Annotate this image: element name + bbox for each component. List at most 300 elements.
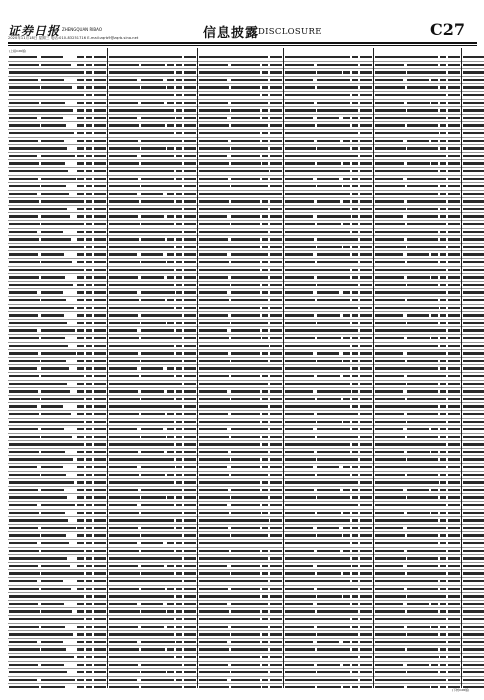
table-cell-text bbox=[94, 572, 106, 574]
table-cell-text bbox=[360, 405, 372, 407]
table-cell-text bbox=[141, 253, 163, 255]
table-cell-text bbox=[343, 231, 350, 233]
table-row bbox=[8, 563, 107, 571]
table-cell-text bbox=[448, 527, 460, 529]
table-cell-text bbox=[375, 322, 406, 324]
table-row bbox=[198, 662, 283, 670]
table-cell-text bbox=[109, 496, 140, 498]
table-cell-text bbox=[262, 238, 268, 240]
table-cell-text bbox=[176, 337, 182, 339]
table-cell-text bbox=[199, 489, 228, 491]
table-cell-text bbox=[440, 314, 446, 316]
table-cell-text bbox=[375, 185, 405, 187]
table-row bbox=[374, 69, 461, 77]
table-cell-text bbox=[262, 352, 268, 354]
table-cell-text bbox=[41, 215, 70, 217]
table-cell-text bbox=[253, 223, 260, 225]
table-cell-text bbox=[109, 527, 138, 529]
table-cell-text bbox=[360, 580, 372, 582]
table-cell-text bbox=[94, 314, 106, 316]
table-row bbox=[462, 289, 484, 297]
table-row bbox=[108, 563, 197, 571]
table-cell-text bbox=[463, 56, 484, 58]
table-cell-text bbox=[176, 124, 182, 126]
table-cell-text bbox=[9, 71, 41, 73]
table-cell-text bbox=[431, 595, 438, 597]
table-cell-text bbox=[86, 345, 92, 347]
table-cell-text bbox=[9, 261, 40, 263]
table-cell-text bbox=[343, 504, 350, 506]
table-cell-text bbox=[41, 527, 76, 529]
table-cell-text bbox=[167, 664, 174, 666]
table-cell-text bbox=[448, 595, 460, 597]
table-cell-text bbox=[352, 200, 358, 202]
table-row bbox=[108, 107, 197, 115]
table-cell-text bbox=[285, 413, 314, 415]
table-cell-text bbox=[41, 542, 69, 544]
table-cell-text bbox=[431, 94, 438, 96]
table-cell-text bbox=[407, 534, 431, 536]
table-cell-text bbox=[285, 390, 313, 392]
table-cell-text bbox=[285, 124, 315, 126]
table-cell-text bbox=[253, 94, 260, 96]
table-row bbox=[8, 176, 107, 184]
table-cell-text bbox=[253, 178, 260, 180]
table-cell-text bbox=[285, 215, 313, 217]
table-cell-text bbox=[199, 413, 228, 415]
table-cell-text bbox=[352, 398, 358, 400]
table-cell-text bbox=[285, 284, 316, 286]
table-cell-text bbox=[9, 610, 40, 612]
table-cell-text bbox=[86, 140, 92, 142]
table-cell-text bbox=[262, 565, 268, 567]
table-cell-text bbox=[167, 284, 174, 286]
table-row bbox=[374, 479, 461, 487]
table-cell-text bbox=[352, 436, 358, 438]
table-cell-text bbox=[77, 246, 84, 248]
table-cell-text bbox=[352, 307, 358, 309]
table-row bbox=[8, 662, 107, 670]
table-cell-text bbox=[360, 79, 372, 81]
table-row bbox=[284, 479, 373, 487]
table-cell-text bbox=[199, 178, 228, 180]
table-cell-text bbox=[199, 656, 231, 658]
table-row bbox=[198, 320, 283, 328]
table-cell-text bbox=[375, 170, 407, 172]
table-cell-text bbox=[109, 94, 142, 96]
table-cell-text bbox=[375, 626, 404, 628]
table-cell-text bbox=[352, 352, 358, 354]
table-cell-text bbox=[167, 253, 174, 255]
table-cell-text bbox=[262, 542, 268, 544]
table-cell-text bbox=[9, 147, 41, 149]
table-cell-text bbox=[9, 588, 39, 590]
table-cell-text bbox=[407, 299, 431, 301]
table-cell-text bbox=[167, 140, 174, 142]
table-cell-text bbox=[184, 314, 196, 316]
table-cell-text bbox=[343, 436, 350, 438]
table-cell-text bbox=[77, 215, 84, 217]
table-cell-text bbox=[431, 367, 438, 369]
table-cell-text bbox=[167, 360, 174, 362]
table-cell-text bbox=[184, 458, 196, 460]
table-cell-text bbox=[41, 345, 68, 347]
table-cell-text bbox=[9, 542, 37, 544]
table-cell-text bbox=[77, 527, 84, 529]
table-cell-text bbox=[109, 451, 138, 453]
table-cell-text bbox=[109, 261, 140, 263]
table-cell-text bbox=[77, 572, 84, 574]
table-row bbox=[108, 631, 197, 639]
table-cell-text bbox=[184, 504, 196, 506]
table-row bbox=[198, 84, 283, 92]
table-cell-text bbox=[41, 474, 66, 476]
table-cell-text bbox=[440, 436, 446, 438]
table-cell-text bbox=[41, 588, 71, 590]
table-cell-text bbox=[94, 633, 106, 635]
table-cell-text bbox=[360, 496, 372, 498]
table-cell-text bbox=[94, 140, 106, 142]
table-cell-text bbox=[167, 428, 174, 430]
continuation-note: (下转C28版) bbox=[452, 688, 470, 692]
table-cell-text bbox=[448, 489, 460, 491]
table-cell-text bbox=[86, 458, 92, 460]
table-cell-text bbox=[463, 284, 484, 286]
table-cell-text bbox=[270, 679, 282, 681]
table-row bbox=[8, 419, 107, 427]
table-cell-text bbox=[407, 79, 429, 81]
table-cell-text bbox=[343, 618, 350, 620]
table-cell-text bbox=[109, 610, 140, 612]
table-cell-text bbox=[448, 64, 460, 66]
table-cell-text bbox=[176, 322, 182, 324]
table-row bbox=[198, 160, 283, 168]
table-cell-text bbox=[253, 534, 260, 536]
table-cell-text bbox=[448, 79, 460, 81]
table-cell-text bbox=[440, 383, 446, 385]
table-cell-text bbox=[41, 284, 73, 286]
table-cell-text bbox=[463, 550, 484, 552]
table-cell-text bbox=[167, 489, 174, 491]
table-cell-text bbox=[270, 291, 282, 293]
table-cell-text bbox=[360, 572, 372, 574]
table-cell-text bbox=[77, 208, 84, 210]
table-cell-text bbox=[431, 656, 438, 658]
table-cell-text bbox=[9, 458, 41, 460]
table-cell-text bbox=[448, 641, 460, 643]
table-cell-text bbox=[463, 443, 484, 445]
table-row bbox=[374, 168, 461, 176]
table-cell-text bbox=[262, 337, 268, 339]
table-cell-text bbox=[360, 641, 372, 643]
table-cell-text bbox=[199, 504, 227, 506]
table-cell-text bbox=[270, 580, 282, 582]
table-cell-text bbox=[9, 94, 42, 96]
table-cell-text bbox=[343, 375, 350, 377]
table-cell-text bbox=[184, 610, 196, 612]
table-cell-text bbox=[343, 610, 350, 612]
table-cell-text bbox=[360, 474, 372, 476]
table-cell-text bbox=[199, 398, 230, 400]
table-row bbox=[284, 388, 373, 396]
table-cell-text bbox=[184, 79, 196, 81]
table-row bbox=[198, 100, 283, 108]
table-cell-text bbox=[431, 322, 438, 324]
table-cell-text bbox=[448, 565, 460, 567]
table-cell-text bbox=[463, 200, 484, 202]
table-cell-text bbox=[317, 246, 342, 248]
table-cell-text bbox=[231, 200, 255, 202]
table-cell-text bbox=[176, 147, 182, 149]
table-row bbox=[374, 517, 461, 525]
table-cell-text bbox=[9, 572, 40, 574]
table-cell-text bbox=[253, 572, 260, 574]
table-row bbox=[8, 100, 107, 108]
table-cell-text bbox=[167, 94, 174, 96]
table-row bbox=[8, 168, 107, 176]
table-cell-text bbox=[176, 557, 182, 559]
table-cell-text bbox=[440, 413, 446, 415]
table-cell-text bbox=[352, 443, 358, 445]
table-row bbox=[198, 176, 283, 184]
table-row bbox=[462, 570, 484, 578]
table-cell-text bbox=[176, 474, 182, 476]
table-cell-text bbox=[41, 550, 77, 552]
table-cell-text bbox=[270, 185, 282, 187]
table-cell-text bbox=[199, 686, 229, 688]
table-cell-text bbox=[167, 208, 174, 210]
table-row bbox=[108, 320, 197, 328]
table-cell-text bbox=[199, 246, 231, 248]
table-row bbox=[8, 297, 107, 305]
table-row bbox=[462, 669, 484, 677]
table-cell-text bbox=[448, 208, 460, 210]
table-cell-text bbox=[184, 246, 196, 248]
table-cell-text bbox=[463, 451, 484, 453]
table-row bbox=[8, 396, 107, 404]
table-cell-text bbox=[440, 94, 446, 96]
table-cell-text bbox=[352, 246, 358, 248]
table-row bbox=[198, 479, 283, 487]
table-cell-text bbox=[448, 443, 460, 445]
table-cell-text bbox=[86, 352, 92, 354]
table-cell-text bbox=[375, 383, 406, 385]
table-cell-text bbox=[77, 534, 84, 536]
table-cell-text bbox=[9, 86, 40, 88]
table-cell-text bbox=[270, 246, 282, 248]
table-cell-text bbox=[253, 352, 260, 354]
table-cell-text bbox=[94, 474, 106, 476]
table-cell-text bbox=[285, 603, 313, 605]
table-row bbox=[374, 297, 461, 305]
table-cell-text bbox=[41, 193, 69, 195]
table-cell-text bbox=[343, 648, 350, 650]
table-row bbox=[198, 305, 283, 313]
table-cell-text bbox=[375, 588, 404, 590]
table-cell-text bbox=[184, 322, 196, 324]
table-cell-text bbox=[176, 458, 182, 460]
table-cell-text bbox=[141, 413, 165, 415]
table-cell-text bbox=[270, 86, 282, 88]
table-cell-text bbox=[352, 367, 358, 369]
table-cell-text bbox=[77, 489, 84, 491]
table-cell-text bbox=[9, 231, 37, 233]
table-cell-text bbox=[285, 405, 318, 407]
table-cell-text bbox=[343, 641, 350, 643]
table-cell-text bbox=[176, 261, 182, 263]
table-cell-text bbox=[199, 626, 228, 628]
table-cell-text bbox=[360, 56, 372, 58]
table-row bbox=[8, 684, 107, 688]
table-cell-text bbox=[86, 588, 92, 590]
table-cell-text bbox=[141, 322, 166, 324]
table-cell-text bbox=[463, 253, 484, 255]
table-cell-text bbox=[440, 322, 446, 324]
table-cell-text bbox=[199, 648, 229, 650]
table-cell-text bbox=[375, 140, 403, 142]
table-cell-text bbox=[343, 140, 350, 142]
table-cell-text bbox=[375, 299, 405, 301]
table-row bbox=[284, 62, 373, 70]
table-cell-text bbox=[270, 208, 282, 210]
table-cell-text bbox=[343, 580, 350, 582]
table-cell-text bbox=[262, 671, 268, 673]
table-cell-text bbox=[167, 633, 174, 635]
table-cell-text bbox=[41, 565, 70, 567]
table-cell-text bbox=[41, 56, 63, 58]
table-cell-text bbox=[317, 117, 339, 119]
table-cell-text bbox=[184, 519, 196, 521]
table-cell-text bbox=[176, 565, 182, 567]
table-cell-text bbox=[317, 291, 339, 293]
table-cell-text bbox=[253, 231, 260, 233]
table-cell-text bbox=[448, 679, 460, 681]
table-cell-text bbox=[352, 56, 358, 58]
table-cell-text bbox=[199, 299, 229, 301]
table-cell-text bbox=[352, 421, 358, 423]
table-cell-text bbox=[141, 307, 168, 309]
table-cell-text bbox=[176, 79, 182, 81]
table-row bbox=[8, 434, 107, 442]
table-cell-text bbox=[352, 79, 358, 81]
table-cell-text bbox=[199, 496, 230, 498]
table-cell-text bbox=[199, 215, 227, 217]
table-cell-text bbox=[141, 132, 168, 134]
table-cell-text bbox=[285, 71, 316, 73]
table-cell-text bbox=[77, 588, 84, 590]
table-cell-text bbox=[253, 86, 260, 88]
table-cell-text bbox=[343, 527, 350, 529]
table-cell-text bbox=[176, 436, 182, 438]
table-cell-text bbox=[440, 64, 446, 66]
table-cell-text bbox=[9, 421, 41, 423]
table-cell-text bbox=[375, 162, 404, 164]
table-cell-text bbox=[262, 527, 268, 529]
table-cell-text bbox=[352, 405, 358, 407]
table-cell-text bbox=[285, 337, 315, 339]
table-row bbox=[284, 77, 373, 85]
table-cell-text bbox=[199, 147, 230, 149]
table-cell-text bbox=[9, 185, 40, 187]
table-row bbox=[284, 335, 373, 343]
table-cell-text bbox=[463, 413, 484, 415]
table-cell-text bbox=[440, 375, 446, 377]
table-cell-text bbox=[167, 626, 174, 628]
table-cell-text bbox=[9, 56, 37, 58]
table-cell-text bbox=[86, 231, 92, 233]
table-cell-text bbox=[77, 421, 84, 423]
table-cell-text bbox=[463, 519, 484, 521]
table-cell-text bbox=[41, 231, 63, 233]
table-cell-text bbox=[86, 162, 92, 164]
table-cell-text bbox=[199, 193, 232, 195]
table-cell-text bbox=[167, 223, 174, 225]
table-cell-text bbox=[360, 314, 372, 316]
table-cell-text bbox=[94, 595, 106, 597]
table-row bbox=[284, 130, 373, 138]
table-cell-text bbox=[343, 299, 350, 301]
table-cell-text bbox=[77, 64, 84, 66]
table-cell-text bbox=[440, 132, 446, 134]
table-cell-text bbox=[375, 542, 408, 544]
table-cell-text bbox=[360, 565, 372, 567]
table-cell-text bbox=[167, 436, 174, 438]
table-cell-text bbox=[270, 231, 282, 233]
table-cell-text bbox=[77, 618, 84, 620]
table-cell-text bbox=[41, 367, 69, 369]
table-cell-text bbox=[262, 436, 268, 438]
table-cell-text bbox=[9, 155, 37, 157]
table-cell-text bbox=[109, 162, 139, 164]
table-cell-text bbox=[109, 474, 139, 476]
table-cell-text bbox=[199, 618, 232, 620]
table-cell-text bbox=[199, 155, 227, 157]
table-cell-text bbox=[9, 178, 38, 180]
table-row bbox=[374, 449, 461, 457]
table-cell-text bbox=[86, 193, 92, 195]
table-cell-text bbox=[463, 398, 484, 400]
table-cell-text bbox=[199, 512, 229, 514]
table-cell-text bbox=[317, 253, 345, 255]
table-cell-text bbox=[360, 633, 372, 635]
table-row bbox=[284, 176, 373, 184]
table-cell-text bbox=[448, 375, 460, 377]
table-cell-text bbox=[109, 200, 139, 202]
table-cell-text bbox=[9, 664, 38, 666]
table-cell-text bbox=[184, 329, 196, 331]
table-cell-text bbox=[360, 109, 372, 111]
table-cell-text bbox=[77, 474, 84, 476]
table-cell-text bbox=[41, 451, 65, 453]
table-cell-text bbox=[86, 398, 92, 400]
table-cell-text bbox=[176, 481, 182, 483]
table-row bbox=[108, 153, 197, 161]
table-cell-text bbox=[431, 215, 438, 217]
table-cell-text bbox=[199, 466, 227, 468]
table-cell-text bbox=[231, 436, 255, 438]
table-cell-text bbox=[317, 679, 356, 681]
table-cell-text bbox=[184, 147, 196, 149]
table-cell-text bbox=[375, 238, 404, 240]
table-cell-text bbox=[360, 550, 372, 552]
table-cell-text bbox=[431, 648, 438, 650]
table-cell-text bbox=[431, 664, 438, 666]
table-cell-text bbox=[463, 132, 484, 134]
table-cell-text bbox=[407, 557, 432, 559]
table-cell-text bbox=[41, 261, 72, 263]
table-cell-text bbox=[9, 618, 42, 620]
table-cell-text bbox=[253, 56, 260, 58]
